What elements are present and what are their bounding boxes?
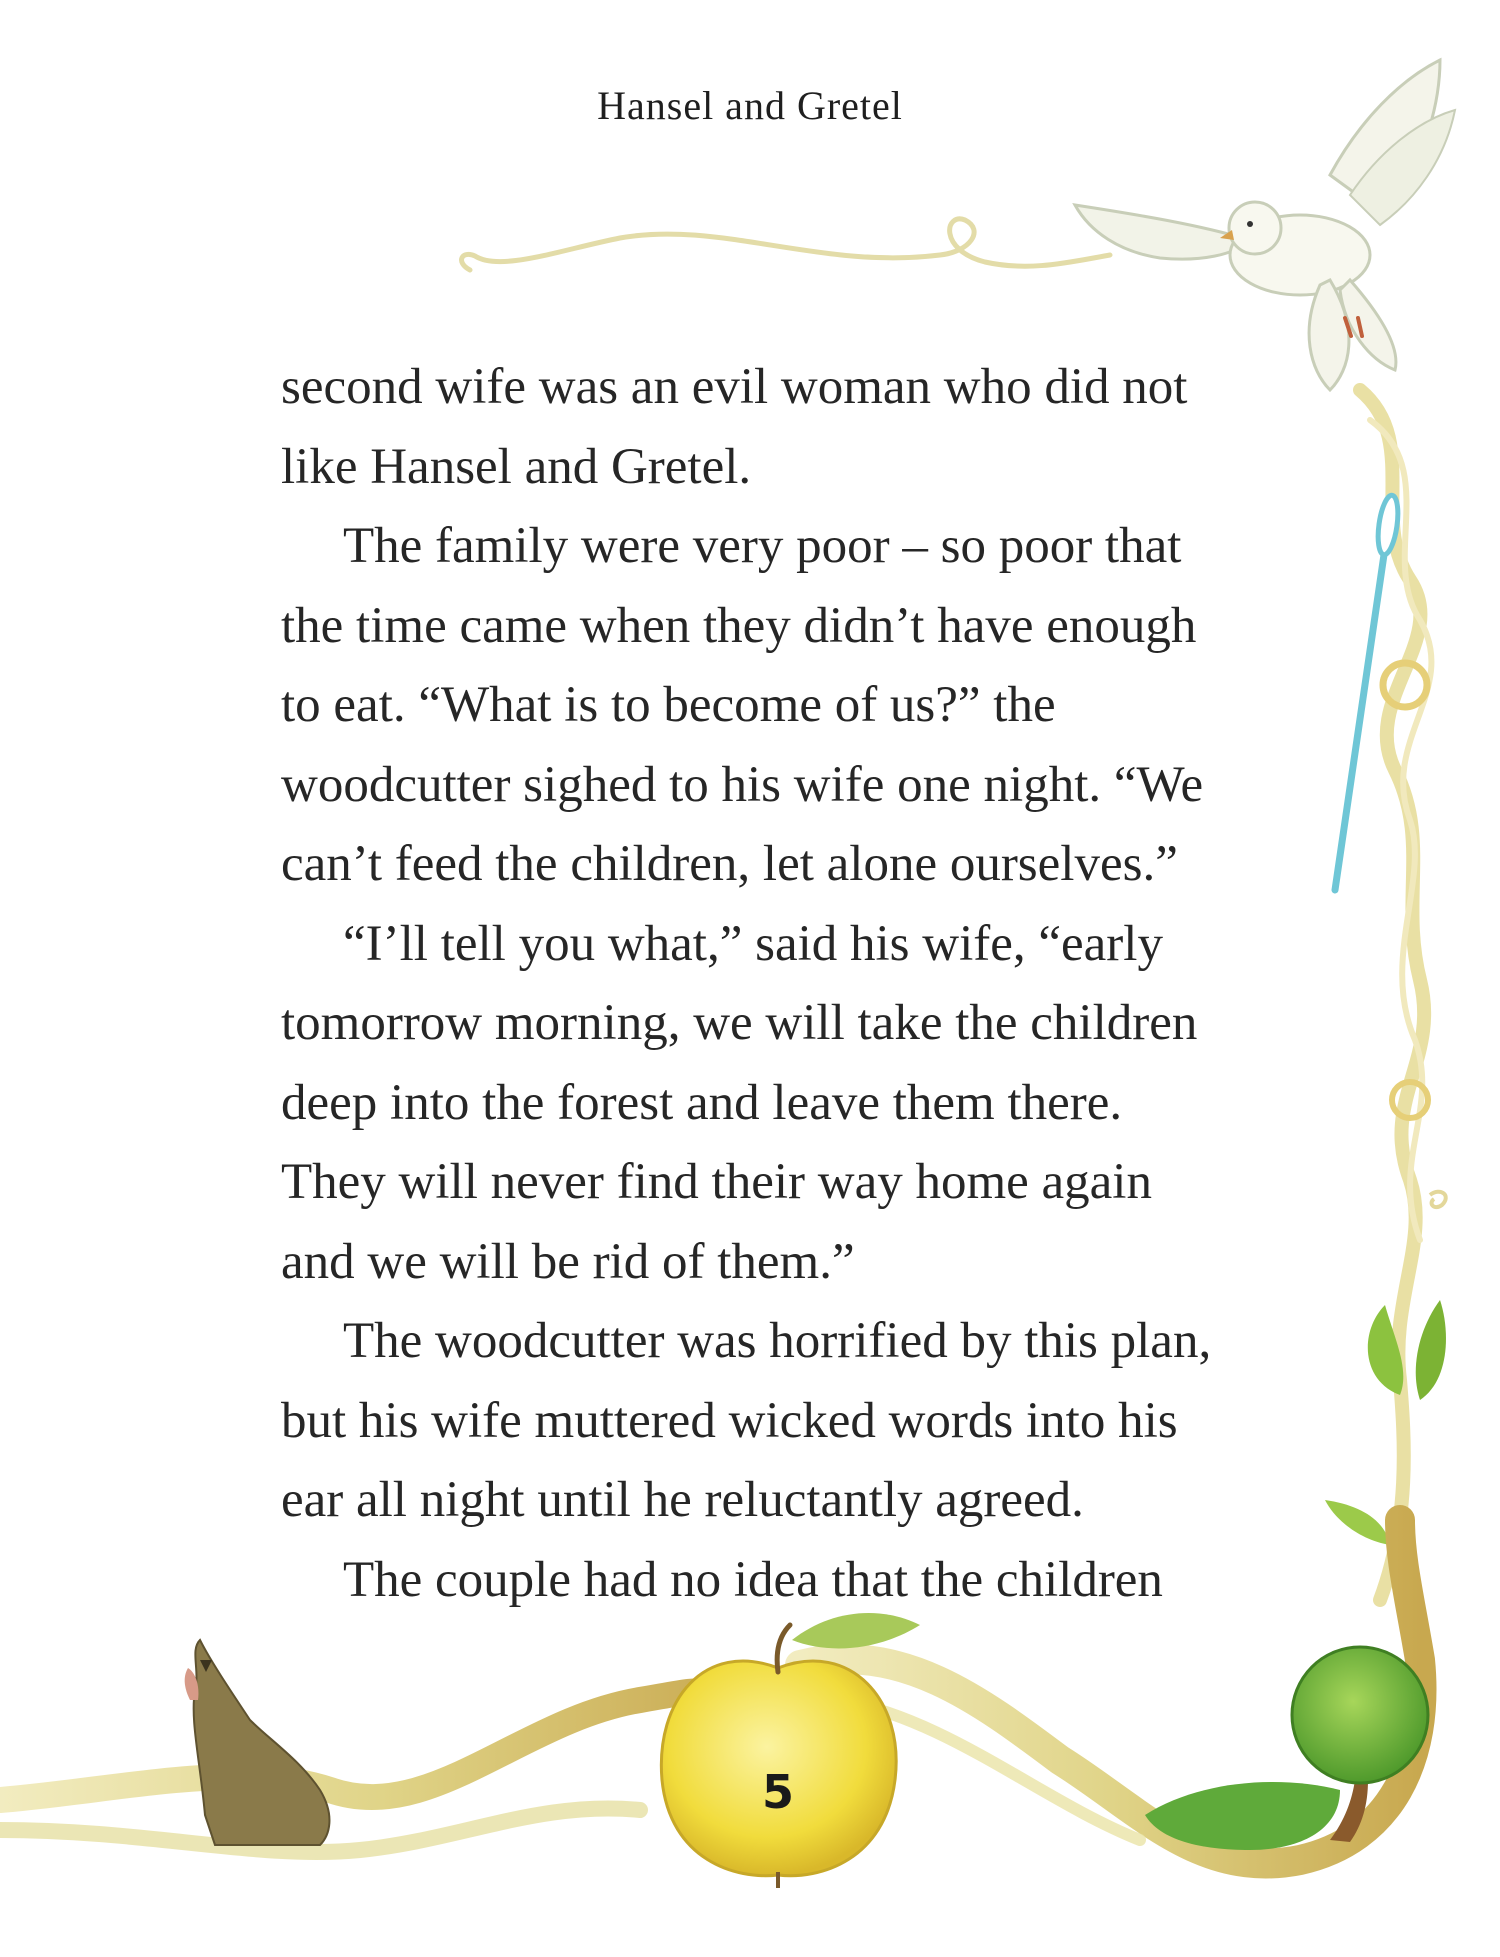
story-line: tomorrow morning, we will take the children (281, 995, 1198, 1051)
top-curl-ribbon (462, 219, 1110, 270)
right-vine-ribbon (1325, 390, 1446, 1600)
story-line: They will never find their way home again (281, 1154, 1152, 1210)
story-line: “I’ll tell you what,” said his wife, “early (343, 915, 1163, 972)
story-line: like Hansel and Gretel. (281, 438, 752, 495)
story-line: The couple had no idea that the children (343, 1551, 1163, 1608)
story-line: deep into the forest and leave them there. (281, 1074, 1123, 1131)
story-line: the time came when they didn’t have enough (281, 597, 1197, 654)
story-line: ear all night until he reluctantly agreed. (281, 1472, 1084, 1528)
story-line: and we will be rid of them.” (281, 1233, 855, 1290)
running-head-title: Hansel and Gretel (597, 83, 903, 128)
story-text (281, 348, 1281, 1620)
story-line: but his wife muttered wicked words into his (281, 1392, 1178, 1449)
story-line: to eat. “What is to become of us?” the (281, 677, 1056, 733)
page-number: 5 (761, 1765, 794, 1819)
story-line: can’t feed the children, let alone ourselves.” (281, 836, 1178, 892)
story-line: The woodcutter was horrified by this plan, (343, 1313, 1212, 1369)
story-line: woodcutter sighed to his wife one night. “We (281, 756, 1204, 813)
story-line: second wife was an evil woman who did not (281, 359, 1188, 415)
story-line: The family were very poor – so poor that (343, 518, 1182, 574)
wolf-icon (185, 1640, 330, 1845)
